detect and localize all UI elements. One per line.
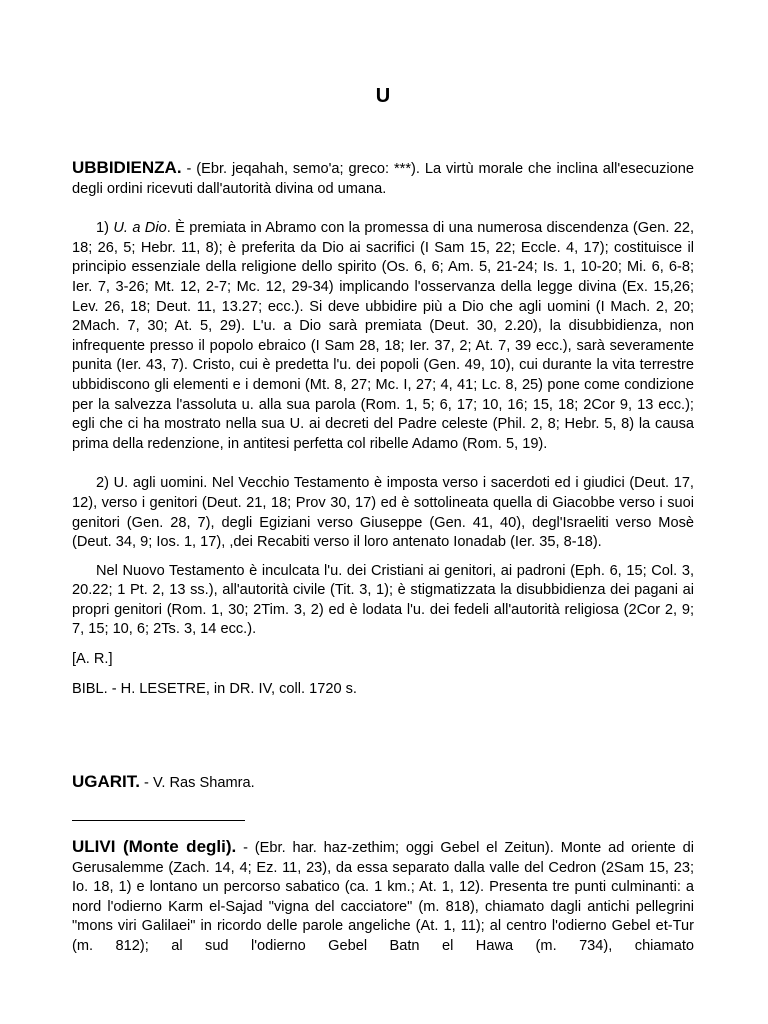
paragraph-1: [72, 219, 694, 454]
entry-intro: [72, 158, 694, 199]
entry-text: - (Ebr. har. haz-zethim; oggi Gebel el Zeitun). Monte ad oriente di Gerusalemme (Zach. 14, 4; Ez. 11, 23), da essa separato dalla valle del Cedron (2Sam 15, 23; Io. 18, 1) e lontano un percorso sabatico (ca. 1 km.; At. 1, 12). Presenta tre punti culminanti: a nord l'odierno Karm el-Sajad "vigna del cacciatore" (m. 818), chiamato dagli antichi pellegrini "mons viri Galilaei" in ricordo delle parole angeliche (At. 1, 11); al centro l'odierno Gebel et-Tur (m. 812); al sud l'odierno Gebel Batn el Hawa (m. 734), chiamato: [72, 840, 695, 954]
paragraph-3: Nel Nuovo Testamento è inculcata l'u. dei Cristiani ai genitori, ai padroni (Eph. 6, 15; Col. 3, 20.22; 1 Pt. 2, 13 ss.), all'autorità civile (Tit. 3, 1); è stigmatizzata la disubbidienza dei pagani ai propri genitori (Rom. 1, 30; 2Tim. 3, 2) ed è lodata l'u. dei fedeli all'autorità religiosa (2Cor 2, 9; 7, 15; 10, 6; 2Ts. 3, 14 ecc.).: [72, 562, 694, 638]
entry-text: - V. Ras Shamra.: [140, 775, 255, 791]
entry-ugarit: [72, 772, 694, 794]
separator-rule: [72, 820, 245, 821]
paragraph-1-number: 1): [96, 220, 114, 237]
paragraph-1-text: . È premiata in Abramo con la promessa di una numerosa discendenza (Gen. 22, 18; 26, 5; Hebr. 11, 8); è preferita da Dio ai sacrifici (I Sam 15, 22; Eccle. 4, 17); costituisce il principio essenziale della religione dello spirito (Os. 6, 6; Am. 5, 21-24; Is. 1, 10-20; Mi. 6, 6-8; Ier. 7, 3-26; Mt. 12, 2-7; Mc. 12, 29-34) implicando l'osservanza della legge divina (Ex. 15,26; Lev. 26, 18; Deut. 11, 13.27; ecc.). Si deve ubbidire più a Dio che agli uomini (I Mach. 2, 20; 2Mach. 7, 30; At. 5, 29). L'u. a Dio sarà premiata (Deut. 30, 2.20), la disubbidienza, non infrequente presso il popolo ebraico (I Sam 28, 18; Ier. 37, 2; At. 7, 39 ecc.), sarà severamente punita (Ier. 43, 7). Cristo, cui è predetta l'u. dei popoli (Gen. 49, 10), cui durante la vita terrestre ubbidiscono gli elementi e i demoni (Mt. 8, 27; Mc. I, 27; 4, 41; Lc. 8, 25) pone come condizione per la salvezza l'assoluta u. alla sua parola (Rom. 1, 5; 6, 17; 10, 16; 15, 18; 2Cor 9, 13 ecc.); egli che ci ha mostrato nella sua U. ai decreti del Padre celeste (Phil. 2, 8; Hebr. 5, 8) la causa prima della redenzione, in antitesi perfetta col ribelle Adamo (Rom. 5, 19).: [72, 220, 695, 452]
entry-body: [72, 837, 694, 957]
entry-heading: UBBIDIENZA.: [72, 158, 182, 177]
author-initials: [A. R.]: [72, 651, 113, 668]
bibliography: BIBL. - H. LESETRE, in DR. IV, coll. 1720 s.: [72, 680, 357, 697]
entry-heading: UGARIT.: [72, 772, 140, 791]
paragraph-1-title: U. a Dio: [113, 220, 167, 237]
entry-ulivi: [72, 837, 694, 957]
entry-line: [72, 772, 694, 794]
entry-ubbidienza: [72, 158, 694, 699]
entry-intro-text: - (Ebr. jeqahah, semo'a; greco: ***). La virtù morale che inclina all'esecuzione degli ordini ricevuti dall'autorità divina od umana.: [72, 161, 694, 197]
entry-heading: ULIVI (Monte degli).: [72, 837, 237, 856]
paragraph-2: 2) U. agli uomini. Nel Vecchio Testamento è imposta verso i sacerdoti ed i giudici (Deut. 17, 12), verso i genitori (Deut. 21, 18; Prov 30, 17) ed è sottolineata quella di Giacobbe verso i suoi genitori (Gen. 28, 7), degli Egiziani verso Giuseppe (Gen. 41, 40), degl'Israeliti verso Mosè (Deut. 34, 9; Ios. 1, 17), ,dei Recabiti verso il loro antenato Ionadab (Ier. 35, 8-18).: [72, 475, 694, 551]
section-letter: U: [375, 85, 391, 107]
